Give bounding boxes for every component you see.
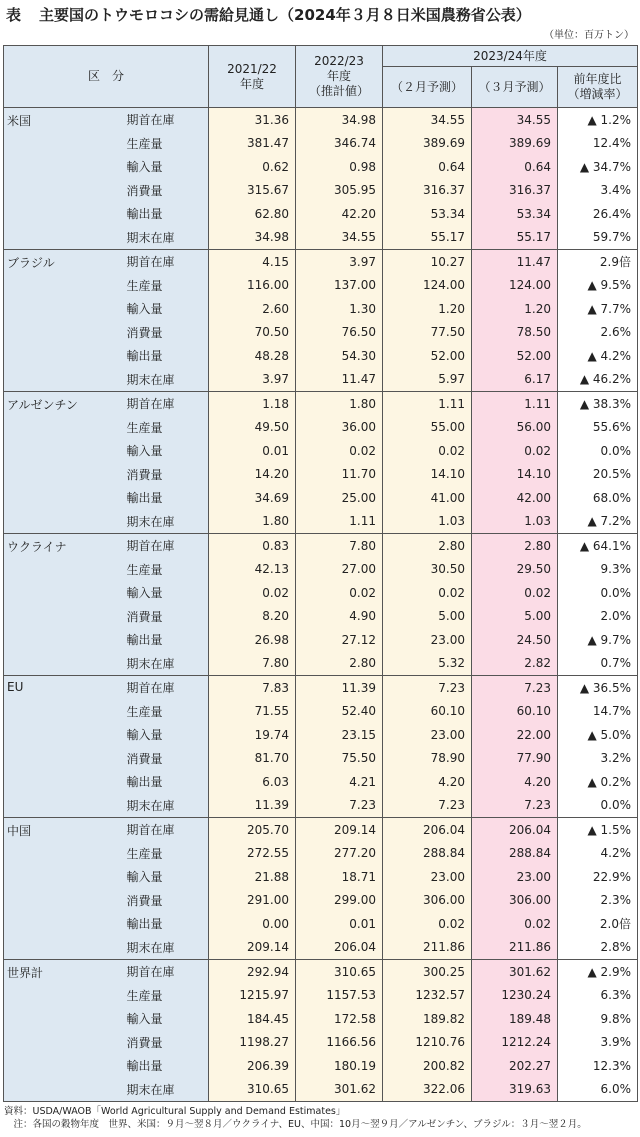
- cell-value: 288.84: [383, 842, 472, 866]
- cell-value: 23.00: [383, 723, 472, 747]
- cell-value: 1.30: [296, 297, 383, 321]
- row-item-label: 輸出量: [119, 486, 209, 510]
- row-item-label: 期首在庫: [119, 818, 209, 842]
- cell-value: 56.00: [472, 416, 558, 440]
- cell-value: 2.8%: [558, 936, 638, 960]
- cell-value: 209.14: [209, 936, 296, 960]
- title-lead: 表: [6, 6, 22, 24]
- cell-value: 205.70: [209, 818, 296, 842]
- cell-value: 305.95: [296, 179, 383, 203]
- cell-value: 1.11: [383, 392, 472, 416]
- cell-value: 206.39: [209, 1054, 296, 1078]
- cell-value: 1.03: [472, 510, 558, 534]
- cell-value: 1.11: [296, 510, 383, 534]
- cell-value: 389.69: [472, 132, 558, 156]
- cell-value: 78.50: [472, 321, 558, 345]
- cell-value: 5.97: [383, 368, 472, 392]
- cell-value: 2.0倍: [558, 912, 638, 936]
- cell-value: 1210.76: [383, 1031, 472, 1055]
- table-row: [4, 534, 638, 558]
- cell-value: 34.55: [296, 226, 383, 250]
- cell-value: 1212.24: [472, 1031, 558, 1055]
- cell-value: ▲ 9.5%: [558, 274, 638, 298]
- row-item-label: 輸入量: [119, 155, 209, 179]
- cell-value: 0.98: [296, 155, 383, 179]
- cell-value: 26.98: [209, 628, 296, 652]
- cell-value: 12.3%: [558, 1054, 638, 1078]
- header-col-mar: （３月予測）: [472, 67, 558, 108]
- cell-value: ▲ 2.9%: [558, 960, 638, 984]
- cell-value: 42.20: [296, 202, 383, 226]
- cell-value: ▲ 38.3%: [558, 392, 638, 416]
- cell-value: ▲ 1.5%: [558, 818, 638, 842]
- row-item-label: 期末在庫: [119, 936, 209, 960]
- cell-value: 1232.57: [383, 984, 472, 1008]
- cell-value: 55.17: [472, 226, 558, 250]
- cell-value: ▲ 64.1%: [558, 534, 638, 558]
- cell-value: 0.01: [209, 439, 296, 463]
- cell-value: 301.62: [296, 1078, 383, 1102]
- cell-value: 10.27: [383, 250, 472, 274]
- cell-value: 0.83: [209, 534, 296, 558]
- cell-value: 389.69: [383, 132, 472, 156]
- row-item-label: 消費量: [119, 605, 209, 629]
- source-note: 資料：USDA/WAOB「World Agricultural Supply and Demand Estimates」: [4, 1106, 346, 1117]
- cell-value: 55.6%: [558, 416, 638, 440]
- table-row: [4, 676, 638, 700]
- cell-value: 4.20: [383, 770, 472, 794]
- cell-value: 200.82: [383, 1054, 472, 1078]
- cell-value: 81.70: [209, 747, 296, 771]
- cell-value: 300.25: [383, 960, 472, 984]
- cell-value: 7.23: [383, 676, 472, 700]
- cell-value: ▲ 4.2%: [558, 344, 638, 368]
- cell-value: ▲ 7.7%: [558, 297, 638, 321]
- cell-value: 14.10: [383, 463, 472, 487]
- header-group-2023: 2023/24年度: [383, 46, 638, 67]
- row-item-label: 輸入量: [119, 581, 209, 605]
- row-item-label: 輸入量: [119, 297, 209, 321]
- cell-value: 71.55: [209, 700, 296, 724]
- cell-value: 0.00: [209, 912, 296, 936]
- cell-value: 34.55: [383, 108, 472, 132]
- cell-value: 3.2%: [558, 747, 638, 771]
- cell-value: 1.80: [209, 510, 296, 534]
- cell-value: 23.15: [296, 723, 383, 747]
- table-row: [4, 250, 638, 274]
- cell-value: 25.00: [296, 486, 383, 510]
- cell-value: 26.4%: [558, 202, 638, 226]
- cell-value: 77.50: [383, 321, 472, 345]
- cell-value: 291.00: [209, 889, 296, 913]
- table-row: [4, 818, 638, 842]
- notes: [4, 1105, 587, 1131]
- cell-value: 2.3%: [558, 889, 638, 913]
- cell-value: 172.58: [296, 1007, 383, 1031]
- cell-value: 52.00: [472, 344, 558, 368]
- cell-value: 34.69: [209, 486, 296, 510]
- cell-value: 20.5%: [558, 463, 638, 487]
- row-item-label: 消費量: [119, 1031, 209, 1055]
- cell-value: 4.20: [472, 770, 558, 794]
- title-text: 主要国のトウモロコシの需給見通し（2024年３月８日米国農務省公表）: [39, 6, 531, 24]
- row-item-label: 期末在庫: [119, 794, 209, 818]
- cell-value: 5.32: [383, 652, 472, 676]
- cell-value: 7.23: [472, 676, 558, 700]
- cell-value: ▲ 0.2%: [558, 770, 638, 794]
- cell-value: 1.03: [383, 510, 472, 534]
- cell-value: 11.39: [296, 676, 383, 700]
- cell-value: 4.15: [209, 250, 296, 274]
- region-name: 米国: [4, 108, 119, 250]
- cell-value: 22.9%: [558, 865, 638, 889]
- cell-value: 4.90: [296, 605, 383, 629]
- cell-value: 211.86: [383, 936, 472, 960]
- cell-value: 36.00: [296, 416, 383, 440]
- cell-value: 30.50: [383, 558, 472, 582]
- cell-value: 14.10: [472, 463, 558, 487]
- cell-value: 1.20: [472, 297, 558, 321]
- row-item-label: 期首在庫: [119, 392, 209, 416]
- cell-value: 11.47: [472, 250, 558, 274]
- region-name: ウクライナ: [4, 534, 119, 676]
- cell-value: 31.36: [209, 108, 296, 132]
- cell-value: 23.00: [383, 865, 472, 889]
- cell-value: 53.34: [383, 202, 472, 226]
- cell-value: 206.04: [472, 818, 558, 842]
- cell-value: 19.74: [209, 723, 296, 747]
- cell-value: 7.80: [296, 534, 383, 558]
- cell-value: 189.48: [472, 1007, 558, 1031]
- row-item-label: 消費量: [119, 463, 209, 487]
- cell-value: 5.00: [472, 605, 558, 629]
- cell-value: 1215.97: [209, 984, 296, 1008]
- row-item-label: 生産量: [119, 558, 209, 582]
- table-row: [4, 108, 638, 132]
- row-item-label: 輸出量: [119, 1054, 209, 1078]
- cell-value: 206.04: [296, 936, 383, 960]
- cell-value: 3.4%: [558, 179, 638, 203]
- cell-value: 0.02: [296, 581, 383, 605]
- cell-value: 211.86: [472, 936, 558, 960]
- cell-value: 0.02: [383, 581, 472, 605]
- row-item-label: 消費量: [119, 321, 209, 345]
- cell-value: 0.0%: [558, 581, 638, 605]
- cell-value: 316.37: [472, 179, 558, 203]
- header-col-change: 前年度比 （増減率）: [558, 67, 638, 108]
- cell-value: 76.50: [296, 321, 383, 345]
- cell-value: 2.80: [472, 534, 558, 558]
- cell-value: 4.2%: [558, 842, 638, 866]
- cell-value: 202.27: [472, 1054, 558, 1078]
- cell-value: 18.71: [296, 865, 383, 889]
- cell-value: 306.00: [383, 889, 472, 913]
- cell-value: 48.28: [209, 344, 296, 368]
- cell-value: 23.00: [383, 628, 472, 652]
- cell-value: 7.83: [209, 676, 296, 700]
- row-item-label: 期末在庫: [119, 368, 209, 392]
- cell-value: 3.97: [209, 368, 296, 392]
- cell-value: 180.19: [296, 1054, 383, 1078]
- cell-value: 306.00: [472, 889, 558, 913]
- cell-value: 124.00: [383, 274, 472, 298]
- row-item-label: 期末在庫: [119, 1078, 209, 1102]
- row-item-label: 期末在庫: [119, 510, 209, 534]
- cell-value: 2.0%: [558, 605, 638, 629]
- cell-value: 27.00: [296, 558, 383, 582]
- cell-value: 315.67: [209, 179, 296, 203]
- cell-value: 0.62: [209, 155, 296, 179]
- cell-value: 34.55: [472, 108, 558, 132]
- cell-value: 346.74: [296, 132, 383, 156]
- row-item-label: 輸入量: [119, 723, 209, 747]
- cell-value: 41.00: [383, 486, 472, 510]
- cell-value: 124.00: [472, 274, 558, 298]
- row-item-label: 期首在庫: [119, 108, 209, 132]
- cell-value: 9.3%: [558, 558, 638, 582]
- cell-value: 310.65: [296, 960, 383, 984]
- cell-value: 14.7%: [558, 700, 638, 724]
- cell-value: 24.50: [472, 628, 558, 652]
- cell-value: 2.9倍: [558, 250, 638, 274]
- cell-value: 42.00: [472, 486, 558, 510]
- cell-value: 1157.53: [296, 984, 383, 1008]
- region-name: EU: [4, 676, 119, 818]
- row-item-label: 生産量: [119, 274, 209, 298]
- cell-value: ▲ 36.5%: [558, 676, 638, 700]
- cell-value: 301.62: [472, 960, 558, 984]
- header-category: 区 分: [4, 46, 209, 108]
- cell-value: 29.50: [472, 558, 558, 582]
- cell-value: 0.0%: [558, 794, 638, 818]
- cell-value: ▲ 1.2%: [558, 108, 638, 132]
- supply-demand-table-wrap: [3, 45, 637, 1102]
- cell-value: 0.02: [472, 912, 558, 936]
- region-name: 世界計: [4, 960, 119, 1102]
- cell-value: 78.90: [383, 747, 472, 771]
- cell-value: 0.02: [472, 439, 558, 463]
- row-item-label: 輸入量: [119, 439, 209, 463]
- cell-value: 206.04: [383, 818, 472, 842]
- cell-value: 137.00: [296, 274, 383, 298]
- cell-value: ▲ 34.7%: [558, 155, 638, 179]
- cell-value: 1166.56: [296, 1031, 383, 1055]
- cell-value: 11.47: [296, 368, 383, 392]
- region-name: 中国: [4, 818, 119, 960]
- row-item-label: 生産量: [119, 416, 209, 440]
- cell-value: ▲ 7.2%: [558, 510, 638, 534]
- cell-value: 6.03: [209, 770, 296, 794]
- cell-value: 53.34: [472, 202, 558, 226]
- cell-value: 1.80: [296, 392, 383, 416]
- cell-value: 23.00: [472, 865, 558, 889]
- cell-value: 189.82: [383, 1007, 472, 1031]
- cell-value: 3.9%: [558, 1031, 638, 1055]
- row-item-label: 期首在庫: [119, 250, 209, 274]
- row-item-label: 生産量: [119, 700, 209, 724]
- cell-value: 310.65: [209, 1078, 296, 1102]
- header-col-feb: （２月予測）: [383, 67, 472, 108]
- cell-value: 2.60: [209, 297, 296, 321]
- cell-value: 60.10: [383, 700, 472, 724]
- row-item-label: 輸出量: [119, 770, 209, 794]
- cell-value: 0.0%: [558, 439, 638, 463]
- cell-value: 7.23: [383, 794, 472, 818]
- cell-value: ▲ 46.2%: [558, 368, 638, 392]
- row-item-label: 消費量: [119, 179, 209, 203]
- row-item-label: 生産量: [119, 984, 209, 1008]
- cell-value: 299.00: [296, 889, 383, 913]
- cell-value: 62.80: [209, 202, 296, 226]
- cell-value: 1.11: [472, 392, 558, 416]
- region-name: アルゼンチン: [4, 392, 119, 534]
- cell-value: 68.0%: [558, 486, 638, 510]
- cell-value: 6.17: [472, 368, 558, 392]
- cell-value: 42.13: [209, 558, 296, 582]
- cell-value: 1198.27: [209, 1031, 296, 1055]
- cell-value: 7.23: [296, 794, 383, 818]
- cell-value: 272.55: [209, 842, 296, 866]
- row-item-label: 生産量: [119, 842, 209, 866]
- unit-label: （単位：百万トン）: [544, 30, 634, 41]
- supply-demand-table: [3, 45, 638, 1102]
- cell-value: 0.02: [296, 439, 383, 463]
- row-item-label: 輸出量: [119, 344, 209, 368]
- page-title: [6, 4, 531, 25]
- header-col-2021: 2021/22 年度: [209, 46, 296, 108]
- cell-value: 7.23: [472, 794, 558, 818]
- row-item-label: 期首在庫: [119, 534, 209, 558]
- cell-value: 0.01: [296, 912, 383, 936]
- cell-value: 11.70: [296, 463, 383, 487]
- cell-value: ▲ 5.0%: [558, 723, 638, 747]
- cell-value: 319.63: [472, 1078, 558, 1102]
- cell-value: 55.00: [383, 416, 472, 440]
- cell-value: 8.20: [209, 605, 296, 629]
- cell-value: 22.00: [472, 723, 558, 747]
- cell-value: 184.45: [209, 1007, 296, 1031]
- table-body: [4, 108, 638, 1102]
- row-item-label: 期首在庫: [119, 676, 209, 700]
- cell-value: 77.90: [472, 747, 558, 771]
- cell-value: 34.98: [296, 108, 383, 132]
- cell-value: 0.02: [209, 581, 296, 605]
- cell-value: 75.50: [296, 747, 383, 771]
- cell-value: 288.84: [472, 842, 558, 866]
- cell-value: 277.20: [296, 842, 383, 866]
- row-item-label: 輸入量: [119, 865, 209, 889]
- cell-value: 49.50: [209, 416, 296, 440]
- cell-value: 0.7%: [558, 652, 638, 676]
- cell-value: 2.80: [296, 652, 383, 676]
- cell-value: 60.10: [472, 700, 558, 724]
- cell-value: 0.02: [383, 439, 472, 463]
- cell-value: 4.21: [296, 770, 383, 794]
- cell-value: 34.98: [209, 226, 296, 250]
- cell-value: 5.00: [383, 605, 472, 629]
- cell-value: 27.12: [296, 628, 383, 652]
- row-item-label: 輸出量: [119, 912, 209, 936]
- row-item-label: 消費量: [119, 747, 209, 771]
- cell-value: 6.3%: [558, 984, 638, 1008]
- cell-value: 381.47: [209, 132, 296, 156]
- row-item-label: 輸入量: [119, 1007, 209, 1031]
- cell-value: 11.39: [209, 794, 296, 818]
- row-item-label: 期首在庫: [119, 960, 209, 984]
- cell-value: 316.37: [383, 179, 472, 203]
- cell-value: 2.82: [472, 652, 558, 676]
- cell-value: 116.00: [209, 274, 296, 298]
- cell-value: 7.80: [209, 652, 296, 676]
- header-col-2022: 2022/23 年度 （推計値）: [296, 46, 383, 108]
- cell-value: 322.06: [383, 1078, 472, 1102]
- cell-value: 54.30: [296, 344, 383, 368]
- cell-value: 52.40: [296, 700, 383, 724]
- row-item-label: 期末在庫: [119, 226, 209, 250]
- cell-value: 292.94: [209, 960, 296, 984]
- row-item-label: 生産量: [119, 132, 209, 156]
- table-row: [4, 392, 638, 416]
- cell-value: 0.02: [383, 912, 472, 936]
- row-item-label: 輸出量: [119, 202, 209, 226]
- footnote: 注：各国の穀物年度 世界、米国：９月～翌８月／ウクライナ、EU、中国：10月～翌９月／アルゼンチン、ブラジル：３月～翌２月。: [4, 1119, 587, 1130]
- cell-value: 1.20: [383, 297, 472, 321]
- cell-value: 209.14: [296, 818, 383, 842]
- cell-value: 2.6%: [558, 321, 638, 345]
- cell-value: 6.0%: [558, 1078, 638, 1102]
- cell-value: 2.80: [383, 534, 472, 558]
- cell-value: 0.02: [472, 581, 558, 605]
- cell-value: 12.4%: [558, 132, 638, 156]
- cell-value: 70.50: [209, 321, 296, 345]
- cell-value: 1230.24: [472, 984, 558, 1008]
- cell-value: 0.64: [383, 155, 472, 179]
- row-item-label: 消費量: [119, 889, 209, 913]
- cell-value: 1.18: [209, 392, 296, 416]
- cell-value: 52.00: [383, 344, 472, 368]
- region-name: ブラジル: [4, 250, 119, 392]
- cell-value: 21.88: [209, 865, 296, 889]
- cell-value: 9.8%: [558, 1007, 638, 1031]
- cell-value: 55.17: [383, 226, 472, 250]
- cell-value: ▲ 9.7%: [558, 628, 638, 652]
- cell-value: 59.7%: [558, 226, 638, 250]
- cell-value: 3.97: [296, 250, 383, 274]
- table-row: [4, 960, 638, 984]
- row-item-label: 輸出量: [119, 628, 209, 652]
- cell-value: 0.64: [472, 155, 558, 179]
- cell-value: 14.20: [209, 463, 296, 487]
- row-item-label: 期末在庫: [119, 652, 209, 676]
